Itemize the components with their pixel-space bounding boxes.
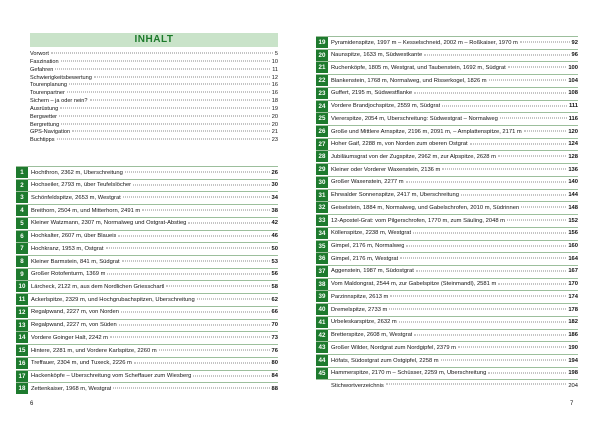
item-title: Faszination: [30, 58, 59, 65]
tour-title: Gimpel, 2176 m, Westgrat: [331, 255, 399, 262]
tour-entry[interactable]: [16, 306, 278, 318]
tour-number-badge: 32: [316, 202, 328, 213]
tour-number-badge: 39: [316, 291, 328, 302]
leader-dots: [133, 184, 269, 185]
tour-page: 198: [568, 370, 578, 377]
tour-title: Großer Waxenstein, 2277 m: [331, 179, 404, 186]
front-matter-item[interactable]: [30, 98, 278, 106]
tour-number-badge: 7: [16, 243, 28, 254]
tour-page: 70: [271, 322, 278, 329]
tour-entry[interactable]: [316, 252, 578, 264]
tour-page: 156: [568, 230, 578, 237]
tour-number-badge: 44: [316, 355, 328, 366]
leader-dots: [406, 245, 566, 246]
leader-dots: [470, 143, 567, 144]
leader-dots: [142, 210, 269, 211]
tour-title: Guffert, 2195 m, Südwestflanke: [331, 90, 413, 97]
tour-entry[interactable]: [16, 179, 278, 191]
tour-title: Vordere Goinger Halt, 2242 m: [31, 334, 109, 341]
tour-entry[interactable]: [16, 293, 278, 305]
tour-title: Hochkranz, 1953 m, Ostgrat: [31, 245, 104, 252]
tour-page: 116: [568, 115, 578, 122]
tour-entry[interactable]: [316, 100, 578, 112]
tour-entry[interactable]: [16, 319, 278, 331]
leader-dots: [508, 67, 567, 68]
tour-entry[interactable]: [316, 265, 578, 277]
index-page: 204: [568, 382, 578, 389]
leader-dots: [61, 60, 270, 61]
tour-entry[interactable]: [316, 290, 578, 302]
tour-page: 88: [271, 385, 278, 392]
tour-page: 56: [271, 271, 278, 278]
front-matter-item[interactable]: [30, 59, 278, 67]
tour-title: Lärcheck, 2122 m, aus dem Nordlichen Griesschartl: [31, 283, 165, 290]
leader-dots: [60, 107, 269, 108]
tour-entry[interactable]: [316, 74, 578, 86]
item-title: Tourenplanung: [30, 82, 68, 89]
tour-title: Bretterspitze, 2608 m, Westgrat: [331, 332, 413, 339]
leader-dots: [107, 273, 269, 274]
tour-number-badge: 19: [316, 37, 328, 48]
leader-dots: [386, 384, 566, 385]
item-title: Bergrettung: [30, 121, 60, 128]
tour-page: 194: [568, 357, 578, 364]
tour-entry[interactable]: [316, 214, 578, 226]
tour-entry[interactable]: [316, 138, 578, 150]
leader-dots: [110, 337, 270, 338]
leader-dots: [106, 248, 270, 249]
tour-entry[interactable]: [316, 278, 578, 290]
tour-number-badge: 42: [316, 330, 328, 341]
tour-title: Naunspitze, 1633 m, Südwestkante: [331, 52, 423, 59]
tour-number-badge: 36: [316, 253, 328, 264]
leader-dots: [119, 324, 270, 325]
leader-dots: [69, 84, 270, 85]
leader-dots: [134, 362, 270, 363]
index-entry[interactable]: [316, 379, 578, 391]
tour-title: Treffauer, 2304 m, und Tuxeck, 2226 m: [31, 360, 132, 367]
leader-dots: [113, 388, 269, 389]
tour-page: 174: [568, 293, 578, 300]
leader-dots: [122, 261, 270, 262]
tour-entry[interactable]: [316, 201, 578, 213]
tour-number-badge: 14: [16, 332, 28, 343]
leader-dots: [59, 115, 270, 116]
tour-number-badge: 35: [316, 241, 328, 252]
tour-number-badge: 25: [316, 113, 328, 124]
leader-dots: [197, 299, 270, 300]
tour-title: Urbeleskarspitze, 2632 m: [331, 319, 397, 326]
tour-title: Schönfeldspitze, 2653 m, Westgrat: [31, 194, 121, 201]
tour-number-badge: 10: [16, 281, 28, 292]
contents-heading: INHALT: [30, 33, 278, 47]
tour-page: 26: [271, 169, 278, 176]
tour-title: Ruchenköpfe, 1805 m, Westgrat, und Taubenstein, 1692 m, Südgrat: [331, 64, 506, 71]
tour-title: Kleiner Watzmann, 2307 m, Normalweg und Ostgrat-Abstieg: [31, 220, 187, 227]
leader-dots: [118, 235, 269, 236]
tour-title: Hochseiler, 2793 m, über Teufelslöcher: [31, 182, 132, 189]
tour-page: 73: [271, 334, 278, 341]
leader-dots: [51, 53, 273, 54]
tour-entry[interactable]: [316, 163, 578, 175]
item-page: 16: [271, 90, 278, 97]
tour-page: 140: [568, 179, 578, 186]
leader-dots: [461, 194, 566, 195]
item-page: 21: [271, 129, 278, 136]
leader-dots: [413, 232, 566, 233]
front-matter-item[interactable]: [30, 75, 278, 83]
tour-title: Ackerlspitze, 2329 m, und Hochgrubachspitzen, Überschreitung: [31, 296, 195, 303]
leader-dots: [488, 372, 566, 373]
tour-page: 42: [271, 220, 278, 227]
tour-entry[interactable]: [316, 341, 578, 353]
leader-dots: [414, 92, 566, 93]
tour-entry[interactable]: [316, 227, 578, 239]
tour-title: Vordere Brandjochspitze, 2559 m, Südgrat: [331, 103, 441, 110]
front-matter-item[interactable]: [30, 90, 278, 98]
tour-title: Kleiner oder Vorderer Waxenstein, 2136 m: [331, 166, 441, 173]
leader-dots: [441, 360, 567, 361]
tour-title: Hoher Gaif, 2288 m, von Norden zum oberen Ostgrat: [331, 141, 468, 148]
tour-number-badge: 6: [16, 231, 28, 242]
tour-page: 92: [571, 39, 578, 46]
tour-page: 148: [568, 204, 578, 211]
leader-dots: [123, 197, 270, 198]
item-page: 18: [271, 98, 278, 105]
tour-page: 186: [568, 332, 578, 339]
tour-title: Hochthron, 2362 m, Überschreitung: [31, 169, 123, 176]
tour-number-badge: 24: [316, 101, 328, 112]
tour-title: Großer Rotofenturm, 1369 m: [31, 271, 106, 278]
leader-dots: [400, 258, 566, 259]
tour-number-badge: 28: [316, 151, 328, 162]
tour-entry[interactable]: [316, 354, 578, 366]
tour-page: 190: [568, 344, 578, 351]
item-title: GPS-Navigation: [30, 129, 71, 136]
front-matter-item[interactable]: [30, 137, 278, 145]
tour-page: 111: [568, 103, 578, 110]
tour-title: Geiselstein, 1884 m, Normalweg, und Gabelschrofen, 2010 m, Südrinnen: [331, 204, 520, 211]
leader-dots: [72, 131, 270, 132]
tour-entry[interactable]: [316, 176, 578, 188]
leader-dots: [166, 286, 269, 287]
tour-number-badge: 41: [316, 317, 328, 328]
tour-entry[interactable]: [16, 204, 278, 216]
tour-number-badge: 13: [16, 320, 28, 331]
tour-title: Hammerspitze, 2170 m – Schüsser, 2259 m, Überschreitung: [331, 370, 487, 377]
tour-number-badge: 43: [316, 342, 328, 353]
leader-dots: [442, 105, 567, 106]
item-title: Vorwort: [30, 51, 49, 57]
tour-number-badge: 34: [316, 228, 328, 239]
tour-page: 128: [568, 153, 578, 160]
leader-dots: [125, 172, 270, 173]
tour-entry[interactable]: [316, 61, 578, 73]
tour-page: 53: [271, 258, 278, 265]
tour-page: 120: [568, 128, 578, 135]
front-matter-item[interactable]: [30, 114, 278, 122]
tour-entry[interactable]: [316, 189, 578, 201]
tour-entry[interactable]: [16, 255, 278, 267]
leader-dots: [90, 100, 270, 101]
leader-dots: [507, 220, 566, 221]
tour-page: 30: [271, 182, 278, 189]
item-page: 5: [274, 51, 278, 57]
leader-dots: [406, 181, 567, 182]
tour-page: 164: [568, 255, 578, 262]
tour-title: Blankenstein, 1768 m, Normalweg, und Risserkogel, 1826 m: [331, 77, 487, 84]
tour-page: 66: [271, 309, 278, 316]
leader-dots: [193, 375, 269, 376]
tour-number-badge: 23: [316, 88, 328, 99]
leader-dots: [524, 131, 567, 132]
front-matter-item[interactable]: [30, 67, 278, 75]
tour-page: 50: [271, 245, 278, 252]
tour-title: Regalpwand, 2227 m, von Süden: [31, 322, 117, 329]
item-page: 19: [271, 105, 278, 112]
item-title: Gefahren: [30, 66, 54, 73]
tour-number-badge: 45: [316, 368, 328, 379]
leader-dots: [521, 207, 566, 208]
tour-entry[interactable]: [16, 191, 278, 203]
tour-title: Großer Wilder, Nordgrat zum Nordgipfel, 2379 m: [331, 344, 457, 351]
tour-entry[interactable]: [316, 36, 578, 48]
tour-page: 136: [568, 166, 578, 173]
item-page: 20: [271, 121, 278, 128]
tour-page: 38: [271, 207, 278, 214]
leader-dots: [390, 296, 566, 297]
leader-dots: [458, 347, 566, 348]
tour-number-badge: 31: [316, 190, 328, 201]
item-page: 20: [271, 113, 278, 120]
tour-page: 62: [271, 296, 278, 303]
tour-title: Regalpwand, 2227 m, von Norden: [31, 309, 119, 316]
tour-title: Pyramidenspitze, 1997 m – Kesselschneid, 2002 m – Roßkaiser, 1970 m: [331, 39, 518, 46]
tour-title: Ehrwalder Sonnenspitze, 2417 m, Überschreitung: [331, 192, 459, 199]
tour-number-badge: 11: [16, 294, 28, 305]
page-number-left: 6: [30, 401, 34, 407]
tour-entry[interactable]: [316, 87, 578, 99]
leader-dots: [55, 68, 270, 69]
item-title: Schwierigkeitsbewertung: [30, 74, 92, 81]
tour-number-badge: 18: [16, 383, 28, 394]
item-page: 12: [271, 74, 278, 81]
tour-page: 100: [568, 64, 578, 71]
tour-title: Vom Maldongrat, 2544 m, zur Gabelspitze (Steinmandl), 2581 m: [331, 281, 497, 288]
right-page: [300, 0, 600, 423]
tour-entry[interactable]: [16, 280, 278, 292]
tour-page: 104: [568, 77, 578, 84]
tour-title: Hackenköpfe – Überschreitung vom Scheffauer zum Wiesberg: [31, 373, 192, 380]
tour-entry[interactable]: [16, 230, 278, 242]
leader-dots: [498, 283, 566, 284]
tour-page: 58: [271, 283, 278, 290]
tour-title: Parzinnspitze, 2613 m: [331, 293, 389, 300]
item-title: Buchtipps: [30, 137, 55, 144]
item-page: 23: [271, 137, 278, 144]
tour-entry[interactable]: [316, 240, 578, 252]
tour-number-badge: 26: [316, 126, 328, 137]
tour-entry[interactable]: [16, 242, 278, 254]
tour-title: Köllenspitze, 2238 m, Westgrat: [331, 230, 412, 237]
tour-number-badge: 37: [316, 266, 328, 277]
tour-entry[interactable]: [16, 331, 278, 343]
tour-entry[interactable]: [316, 150, 578, 162]
item-title: Tourenpartner: [30, 90, 65, 97]
tour-entry[interactable]: [316, 316, 578, 328]
front-matter-item[interactable]: [30, 129, 278, 137]
tour-page: 34: [271, 194, 278, 201]
tour-title: Höfats, Südostgrat zum Ostgipfel, 2258 m: [331, 357, 439, 364]
tour-number-badge: 27: [316, 139, 328, 150]
tour-title: Breithorn, 2504 m, und Mitterhorn, 2491 m: [31, 207, 141, 214]
tour-page: 144: [568, 192, 578, 199]
tour-page: 46: [271, 233, 278, 240]
tour-entry[interactable]: [316, 367, 578, 379]
tour-page: 182: [568, 319, 578, 326]
tour-title: Hintere, 2281 m, und Vordere Karlspitze, 2260 m: [31, 347, 157, 354]
leader-dots: [416, 270, 567, 271]
tour-title: 12-Apostel-Grat: vom Pilgerschrofen, 1770 m, zum Säuling, 2048 m: [331, 217, 505, 224]
tour-title: Zettenkaiser, 1968 m, Westgrat: [31, 385, 112, 392]
tour-entry[interactable]: [16, 268, 278, 280]
tour-page: 160: [568, 243, 578, 250]
tour-title: Jubiläumsgrat von der Zugspitze, 2962 m, zur Alpspitze, 2628 m: [331, 153, 496, 160]
leader-dots: [500, 118, 567, 119]
tour-title: Aggenstein, 1987 m, Südostgrat: [331, 268, 414, 275]
tour-number-badge: 12: [16, 307, 28, 318]
tour-title: Hochkalter, 2607 m, über Blaueis: [31, 233, 117, 240]
tour-entry[interactable]: [16, 166, 278, 178]
front-matter-item[interactable]: [30, 51, 278, 59]
leader-dots: [61, 123, 270, 124]
item-page: 16: [271, 82, 278, 89]
leader-dots: [424, 54, 569, 55]
tour-title: Dremelspitze, 2733 m: [331, 306, 388, 313]
tour-title: Kleiner Barmstein, 841 m, Südgrat: [31, 258, 120, 265]
tour-page: 108: [568, 90, 578, 97]
item-page: 11: [272, 66, 278, 73]
tour-entry[interactable]: [16, 217, 278, 229]
tour-page: 170: [568, 281, 578, 288]
leader-dots: [498, 156, 566, 157]
leader-dots: [399, 321, 567, 322]
leader-dots: [94, 76, 270, 77]
item-title: Sichern – ja oder nein?: [30, 98, 88, 105]
front-matter-item[interactable]: [30, 82, 278, 90]
leader-dots: [442, 169, 566, 170]
tour-number-badge: 5: [16, 218, 28, 229]
index-title: Stichwortverzeichnis: [331, 382, 384, 389]
tour-number-badge: 38: [316, 279, 328, 290]
tour-number-badge: 15: [16, 345, 28, 356]
tour-number-badge: 29: [316, 164, 328, 175]
tour-number-badge: 4: [16, 205, 28, 216]
tour-number-badge: 16: [16, 358, 28, 369]
tour-entry[interactable]: [316, 49, 578, 61]
page-number-right: 7: [570, 401, 574, 407]
tour-page: 80: [271, 360, 278, 367]
tour-number-badge: 20: [316, 50, 328, 61]
leader-dots: [489, 80, 567, 81]
tour-number-badge: 1: [16, 167, 28, 178]
tour-number-badge: 3: [16, 192, 28, 203]
tour-page: 152: [568, 217, 578, 224]
leader-dots: [121, 311, 270, 312]
front-matter-item[interactable]: [30, 122, 278, 130]
front-matter-list: [30, 51, 278, 145]
tour-title: Gimpel, 2176 m, Normalweg: [331, 243, 405, 250]
tour-entry[interactable]: [16, 344, 278, 356]
tour-number-badge: 9: [16, 269, 28, 280]
item-title: Ausrüstung: [30, 105, 59, 112]
tour-number-badge: 40: [316, 304, 328, 315]
tour-page: 167: [568, 268, 578, 275]
leader-dots: [414, 334, 566, 335]
tour-number-badge: 30: [316, 177, 328, 188]
front-matter-item[interactable]: [30, 106, 278, 114]
tour-entry[interactable]: [316, 125, 578, 137]
leader-dots: [520, 42, 570, 43]
leader-dots: [159, 350, 270, 351]
leader-dots: [389, 309, 566, 310]
tour-entry[interactable]: [16, 370, 278, 382]
leader-dots: [188, 222, 269, 223]
leader-dots: [57, 139, 270, 140]
leader-dots: [67, 92, 270, 93]
tour-number-badge: 33: [316, 215, 328, 226]
tour-number-badge: 22: [316, 75, 328, 86]
tour-entry[interactable]: [316, 112, 578, 124]
tour-page: 124: [568, 141, 578, 148]
tour-page: 178: [568, 306, 578, 313]
tour-number-badge: 17: [16, 371, 28, 382]
tour-page: 84: [271, 373, 278, 380]
tour-entry[interactable]: [316, 329, 578, 341]
tour-entry[interactable]: [316, 303, 578, 315]
tour-title: Große und Mittlere Arnspitze, 2196 m, 2091 m, – Arnplattenspitze, 2171 m: [331, 128, 522, 135]
tour-number-badge: 21: [316, 62, 328, 73]
tour-entry[interactable]: [16, 382, 278, 394]
item-title: Bergwetter: [30, 113, 58, 120]
tour-entry[interactable]: [16, 357, 278, 369]
item-page: 10: [271, 58, 278, 65]
tour-page: 96: [571, 52, 578, 59]
tour-number-badge: 8: [16, 256, 28, 267]
tour-page: 76: [271, 347, 278, 354]
tour-number-badge: 2: [16, 180, 28, 191]
tour-title: Viererspitze, 2054 m, Überschreitung: Südwestgrat – Normalweg: [331, 115, 498, 122]
